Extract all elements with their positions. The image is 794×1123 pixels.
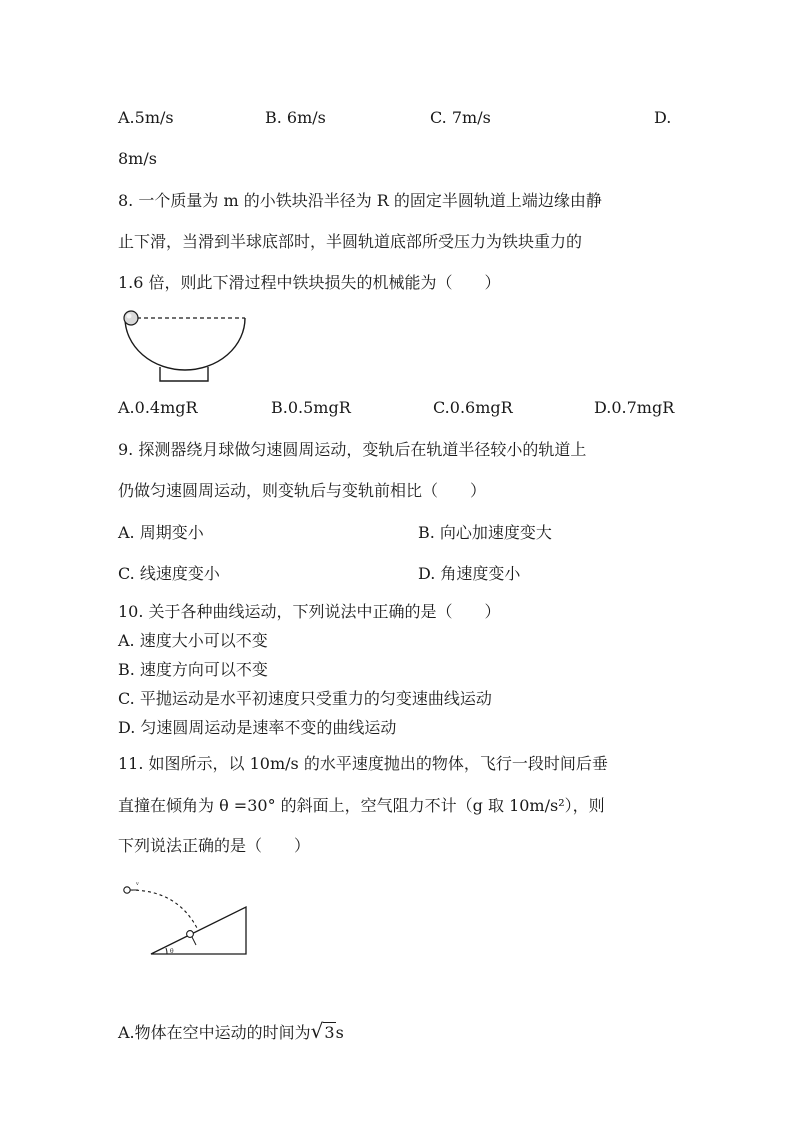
q11-option-a[interactable] xyxy=(118,1021,344,1043)
q7-option-b[interactable]: B. 6m/s xyxy=(265,108,326,127)
incline-triangle xyxy=(151,907,246,954)
iron-block-ball xyxy=(124,311,138,325)
q8-option-c[interactable]: C.0.6mgR xyxy=(433,398,513,417)
q7-option-c[interactable]: C. 7m/s xyxy=(430,108,491,127)
bowl-base xyxy=(160,367,208,381)
q7-option-d[interactable]: D. xyxy=(654,108,672,127)
q11-option-a-unit: s xyxy=(335,1023,344,1042)
q9-option-c[interactable]: C. 线速度变小 xyxy=(118,564,220,583)
q10-stem: 10. 关于各种曲线运动，下列说法中正确的是（ ） xyxy=(118,602,501,621)
sqrt-sign-icon: √ xyxy=(310,1019,324,1043)
q11-option-a-text: A.物体在空中运动的时间为 xyxy=(118,1023,311,1042)
q8-stem-line-2: 止下滑，当滑到半球底部时，半圆轨道底部所受压力为铁块重力的 xyxy=(118,232,583,251)
q9-option-a[interactable]: A. 周期变小 xyxy=(118,523,204,542)
angle-theta-label: θ xyxy=(170,948,174,955)
q7-option-d-continued: 8m/s xyxy=(118,149,157,168)
q8-option-d[interactable]: D.0.7mgR xyxy=(594,398,675,417)
q8-option-b[interactable]: B.0.5mgR xyxy=(271,398,351,417)
angle-arc xyxy=(166,948,167,954)
q9-stem-line-1: 9. 探测器绕月球做匀速圆周运动，变轨后在轨道半径较小的轨道上 xyxy=(118,440,587,459)
velocity-label: v xyxy=(136,881,139,887)
launch-ball xyxy=(124,887,130,893)
q11-stem-line-3: 下列说法正确的是（ ） xyxy=(118,836,311,855)
sqrt-expression xyxy=(311,1021,336,1043)
q9-stem-line-2: 仍做匀速圆周运动，则变轨后与变轨前相比（ ） xyxy=(118,481,487,500)
q9-option-b[interactable]: B. 向心加速度变大 xyxy=(418,523,552,542)
trajectory-dashed-curve xyxy=(130,890,198,930)
impact-ball xyxy=(187,931,194,938)
q7-option-a[interactable]: A.5m/s xyxy=(118,108,174,127)
q8-stem-line-3: 1.6 倍，则此下滑过程中铁块损失的机械能为（ ） xyxy=(118,273,501,292)
q9-option-d[interactable]: D. 角速度变小 xyxy=(418,564,521,583)
q10-option-d[interactable]: D. 匀速圆周运动是速率不变的曲线运动 xyxy=(118,718,397,737)
q8-bowl-figure xyxy=(115,305,255,385)
q10-option-b[interactable]: B. 速度方向可以不变 xyxy=(118,660,268,679)
bowl-semicircle xyxy=(125,318,245,370)
impact-velocity-arrow xyxy=(192,937,196,945)
q11-incline-figure xyxy=(118,875,250,957)
q10-option-c[interactable]: C. 平抛运动是水平初速度只受重力的匀变速曲线运动 xyxy=(118,689,492,708)
q8-option-a[interactable]: A.0.4mgR xyxy=(118,398,198,417)
q10-option-a[interactable]: A. 速度大小可以不变 xyxy=(118,631,268,650)
q11-stem-line-1: 11. 如图所示，以 10m/s 的水平速度抛出的物体，飞行一段时间后垂 xyxy=(118,754,608,773)
q11-stem-line-2: 直撞在倾角为 θ =30° 的斜面上，空气阻力不计（g 取 10m/s²），则 xyxy=(118,796,605,815)
q8-stem-line-1: 8. 一个质量为 m 的小铁块沿半径为 R 的固定半圆轨道上端边缘由静 xyxy=(118,191,602,210)
iron-block-ball-highlight xyxy=(127,314,132,319)
sqrt-radicand: 3 xyxy=(324,1023,335,1042)
